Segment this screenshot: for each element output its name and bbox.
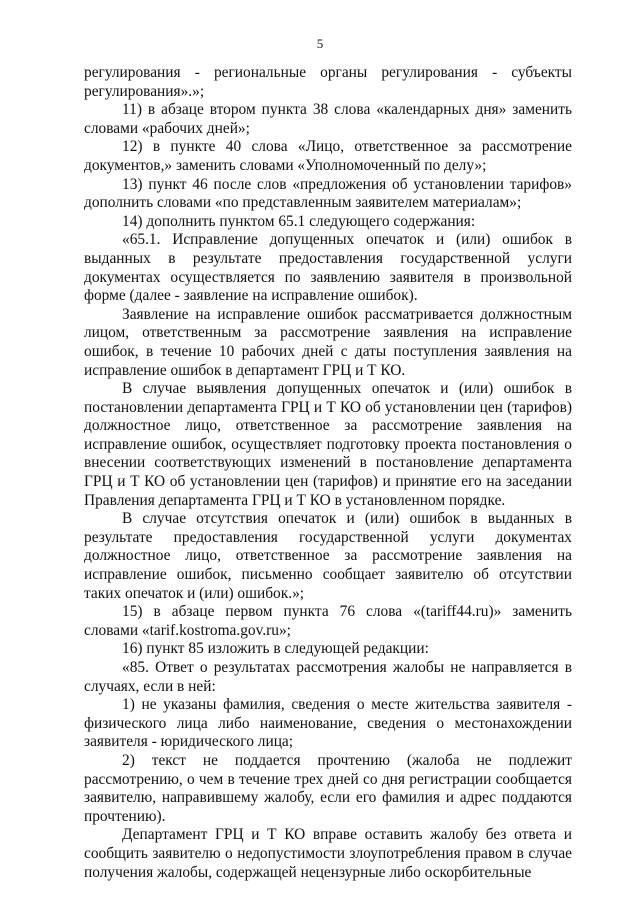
paragraph-item-16: 16) пункт 85 изложить в следующей редакции: (122, 640, 429, 658)
paragraph-department-right: Департамент ГРЦ и Т КО вправе оставить жалобу без ответа и сообщить заявителю о недопустимости злоупотребления правом в случае получения жалобы, содержащей нецензурные либо оскорбительные (84, 826, 572, 881)
paragraph-85: «85. Ответ о результатах рассмотрения жалобы не направляется в случаях, если в ней: (84, 659, 572, 695)
paragraph-item-13: 13) пункт 46 после слов «предложения об установлении тарифов» дополнить словами «по представленным заявителем материалам»; (84, 175, 572, 212)
paragraph-review-deadline: Заявление на исправление ошибок рассматривается должностным лицом, ответственным за рассмотрение заявления на исправление ошибок, в течение 10 рабочих дней с даты поступления заявления на исправление ошибок в департамент ГРЦ и Т КО. (84, 305, 572, 379)
paragraph-no-errors: В случае отсутствия опечаток и (или) ошибок в выданных в результате предоставления государственной услуги документах должностное лицо, ответственное за рассмотрение заявления на исправление ошибок, письменно сообщает заявителю об отсутствии таких опечаток и (или) ошибок.»; (84, 510, 572, 602)
document-body (84, 64, 572, 882)
page-number: 5 (316, 36, 324, 51)
paragraph-item-14: 14) дополнить пунктом 65.1 следующего содержания: (122, 212, 476, 230)
paragraph-item-11: 11) в абзаце втором пункта 38 слова «календарных дня» заменить словами «рабочих дней»; (84, 101, 572, 137)
paragraph-item-15: 15) в абзаце первом пункта 76 слова «(tariff44.ru)» заменить словами «tarif.kostroma.gov.ru»; (84, 603, 572, 639)
paragraph-65-1: «65.1. Исправление допущенных опечаток и (или) ошибок в выданных в результате предоставления государственной услуги документах осуществляется по заявлению заявителя в произвольной форме (далее - заявление на исправление ошибок). (84, 231, 572, 305)
paragraph-continuation: регулирования - региональные органы регулирования - субъекты регулирования».»; (84, 64, 572, 100)
paragraph-item-12: 12) в пункте 40 слова «Лицо, ответственное за рассмотрение документов,» заменить словами «Уполномоченный по делу»; (84, 138, 572, 174)
paragraph-85-case-2: 2) текст не поддается прочтению (жалоба не подлежит рассмотрению, о чем в течение трех дней со дня регистрации сообщается заявителю, направившему жалобу, если его фамилия и адрес поддаются прочтению). (84, 751, 572, 825)
paragraph-errors-found: В случае выявления допущенных опечаток и (или) ошибок в постановлении департамента ГРЦ и Т КО об установлении цен (тарифов) должностное лицо, ответственное за рассмотрение заявления на исправление ошибок, осуществляет подготовку проекта постановления о внесении соответствующих изменений в постановление департамента ГРЦ и Т КО об установлении цен (тарифов) и принятие его на заседании Правления департамента ГРЦ и Т КО в установленном порядке. (84, 380, 572, 509)
paragraph-85-case-1: 1) не указаны фамилия, сведения о месте жительства заявителя - физического лица либо наименование, сведения о местонахождении заявителя - юридического лица; (84, 696, 572, 751)
